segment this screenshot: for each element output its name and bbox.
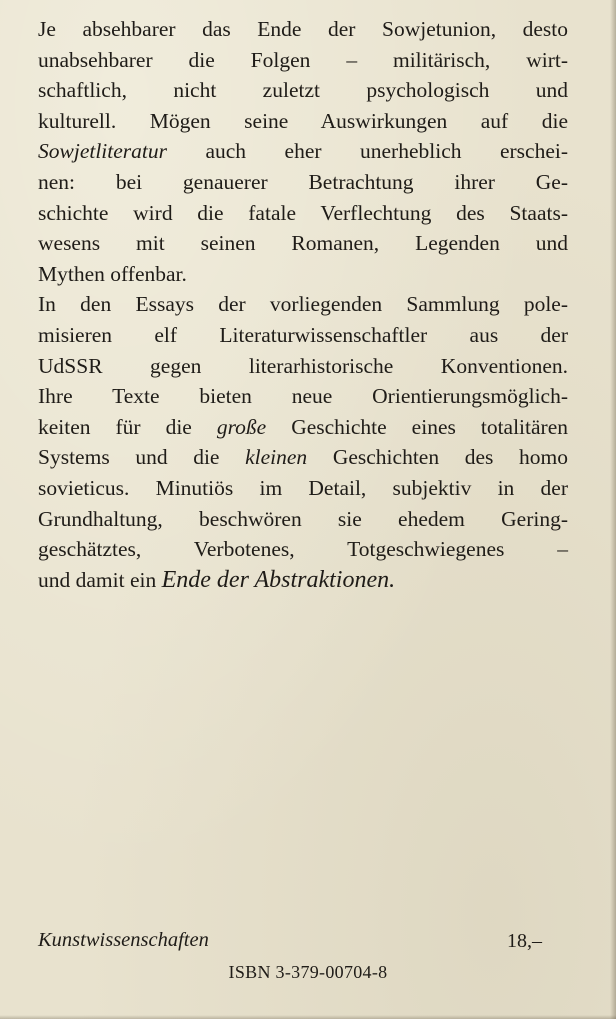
blurb-line: schaftlich, nicht zuletzt psychologisch und (38, 78, 568, 103)
blurb-line: kulturell. Mögen seine Auswirkungen auf die (38, 108, 568, 133)
blurb-line-part: auch eher unerheblich erschei- (167, 139, 568, 164)
blurb-line: nen: bei genauerer Betrachtung ihrer Ge- (38, 169, 568, 194)
isbn: ISBN 3-379-00704-8 (228, 962, 388, 982)
blurb-line-part: keiten für die (38, 414, 217, 439)
page-edge-shadow-right (610, 0, 616, 1019)
blurb-line: Ihre Texte bieten neue Orientierungsmöglich- (38, 384, 568, 409)
blurb-text (38, 14, 568, 595)
blurb-line-part: und damit ein (38, 567, 162, 592)
blurb-line-part: Geschichte eines totalitären (266, 414, 568, 439)
blurb-line: UdSSR gegen literarhistorische Konventionen. (38, 353, 568, 378)
blurb-line: geschätztes, Verbotenes, Totgeschwiegenes – (38, 537, 568, 562)
series-name: Kunstwissenschaften (38, 929, 209, 951)
emphasis-sowjetliteratur: Sowjetliteratur (38, 139, 167, 164)
emphasis-grosse: große (216, 414, 267, 439)
blurb-line: In den Essays der vorliegenden Sammlung pole- (38, 292, 568, 317)
blurb-line: unabsehbarer die Folgen – militärisch, wirt- (38, 47, 568, 72)
blurb-line: sovieticus. Minutiös im Detail, subjektiv in der (38, 475, 568, 500)
blurb-line (38, 565, 568, 596)
blurb-line (38, 412, 568, 443)
blurb-line: misieren elf Literaturwissenschaftler aus der (38, 322, 568, 347)
blurb-line: Mythen offenbar. (38, 261, 187, 286)
price: 18,– (507, 930, 542, 952)
emphasis-kleinen: kleinen (245, 445, 308, 470)
blurb-line-part: Systems und die (38, 445, 246, 470)
blurb-line-part: Geschichten des homo (307, 445, 568, 470)
blurb-line: Grundhaltung, beschwören sie ehedem Gering- (38, 506, 568, 531)
blurb-line (38, 136, 568, 167)
blurb-line: schichte wird die fatale Verflechtung des Staats- (38, 200, 568, 225)
blurb-line: wesens mit seinen Romanen, Legenden und (38, 231, 568, 256)
emphasis-ende-der-abstraktionen: Ende der Abstraktionen. (161, 566, 396, 593)
blurb-line (38, 442, 568, 473)
page-edge-shadow-bottom (0, 1015, 616, 1019)
blurb-line: Je absehbarer das Ende der Sowjetunion, desto (38, 17, 568, 41)
